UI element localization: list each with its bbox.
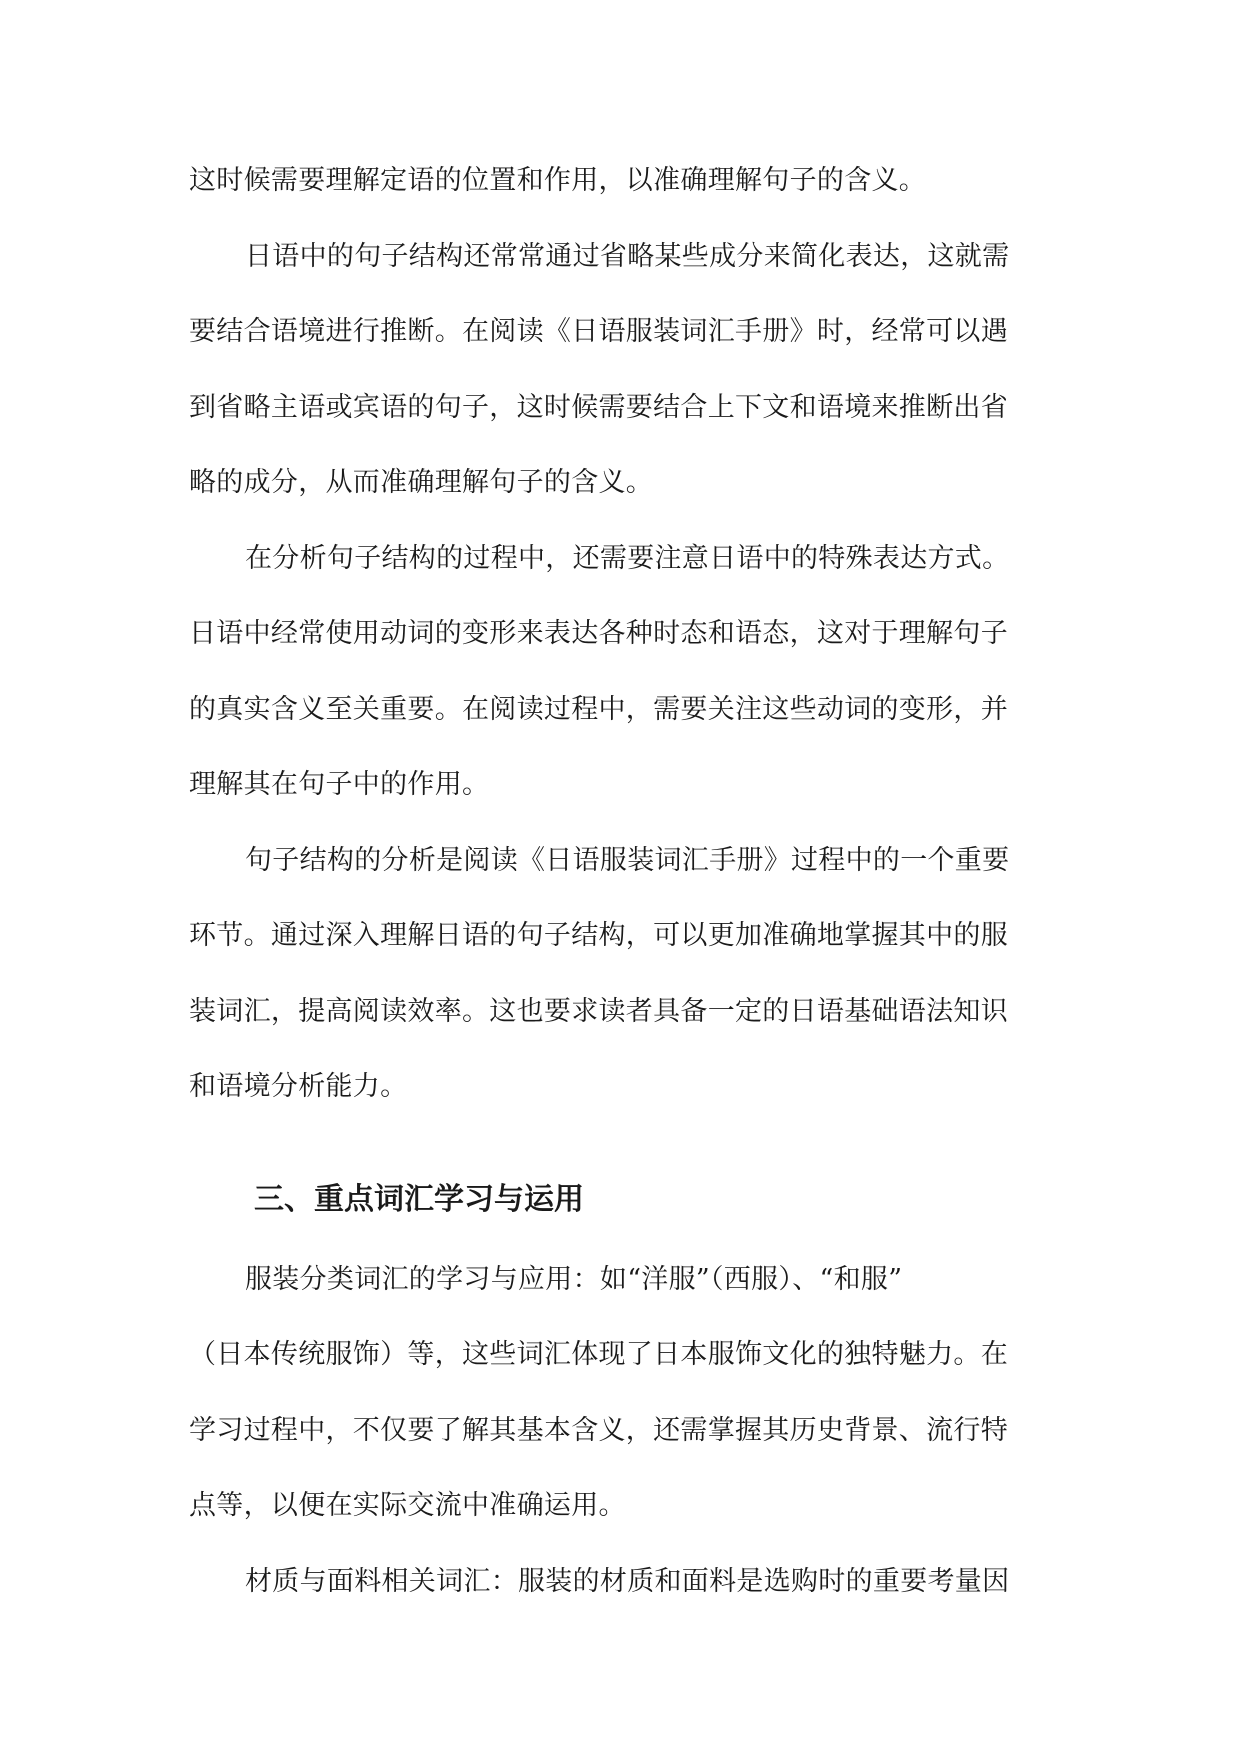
paragraph-line: （日本传统服饰）等，这些词汇体现了日本服饰文化的独特魅力。在: [189, 1339, 1008, 1370]
paragraph-line: 理解其在句子中的作用。: [189, 769, 490, 800]
paragraph-line: 句子结构的分析是阅读《日语服装词汇手册》过程中的一个重要: [245, 844, 1010, 876]
paragraph-line: 到省略主语或宾语的句子，这时候需要结合上下文和语境来推断出省: [189, 391, 1008, 423]
paragraph-4: [189, 823, 1061, 1125]
section-heading: 三、重点词汇学习与运用: [254, 1181, 584, 1217]
paragraph-line: 材质与面料相关词汇：服装的材质和面料是选购时的重要考量因: [245, 1565, 1010, 1597]
paragraph-line: 学习过程中，不仅要了解其基本含义，还需掌握其历史背景、流行特: [189, 1414, 1008, 1446]
paragraph-2: [189, 219, 1061, 521]
paragraph-line: 服装分类词汇的学习与应用：如“洋服”（西服）、“和服”: [245, 1263, 903, 1295]
paragraph-line: 日语中的句子结构还常常通过省略某些成分来简化表达，这就需: [245, 240, 1010, 272]
paragraph-line: 略的成分，从而准确理解句子的含义。: [189, 467, 654, 498]
paragraph-3: [189, 521, 1061, 823]
paragraph-5: [189, 1242, 1061, 1544]
paragraph-line: 这时候需要理解定语的位置和作用，以准确理解句子的含义。: [189, 165, 927, 196]
paragraph-line: 和语境分析能力。: [189, 1071, 408, 1102]
document-body: [189, 143, 1061, 1619]
paragraph-6: [189, 1544, 1061, 1620]
paragraph-line: 日语中经常使用动词的变形来表达各种时态和语态，这对于理解句子: [189, 618, 1008, 649]
paragraph-line: 在分析句子结构的过程中，还需要注意日语中的特殊表达方式。: [245, 542, 1010, 574]
paragraph-line: 的真实含义至关重要。在阅读过程中，需要关注这些动词的变形，并: [189, 693, 1008, 725]
paragraph-line: 点等，以便在实际交流中准确运用。: [189, 1490, 626, 1521]
paragraph-1: [189, 143, 1061, 219]
paragraph-line: 要结合语境进行推断。在阅读《日语服装词汇手册》时，经常可以遇: [189, 316, 1008, 347]
paragraph-line: 环节。通过深入理解日语的句子结构，可以更加准确地掌握其中的服: [189, 920, 1008, 951]
paragraph-line: 装词汇，提高阅读效率。这也要求读者具备一定的日语基础语法知识: [189, 995, 1008, 1027]
